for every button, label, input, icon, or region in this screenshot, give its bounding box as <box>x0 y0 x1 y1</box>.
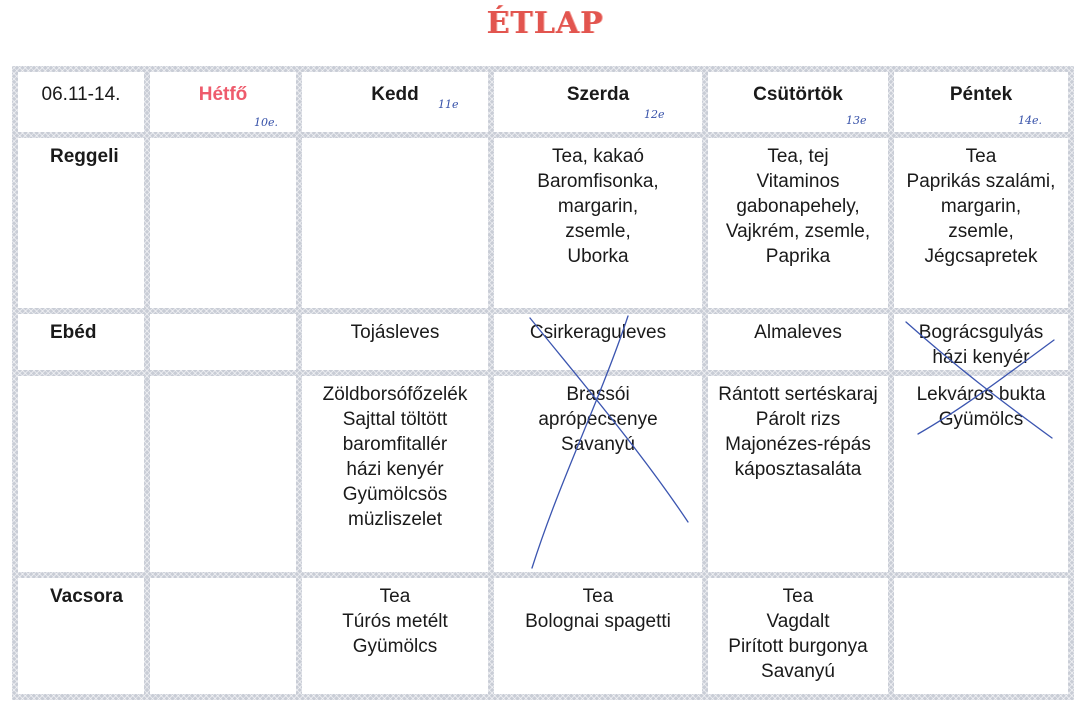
menu-cell <box>302 578 488 694</box>
menu-item: káposztasaláta <box>734 459 862 480</box>
menu-item: margarin, <box>557 196 639 217</box>
menu-item: Párolt rizs <box>755 409 841 430</box>
menu-item: zsemle, <box>948 221 1014 242</box>
handwritten-note: 12e <box>644 108 665 121</box>
menu-item: gabonapehely, <box>736 196 860 217</box>
menu-item: Tea, kakaó <box>552 146 644 167</box>
meal-label-text: Reggeli <box>50 146 119 167</box>
menu-item: Baromfisonka, <box>537 171 659 192</box>
menu-item: Csirkeraguleves <box>529 322 667 343</box>
meal-label-text: Ebéd <box>50 322 97 343</box>
menu-cell <box>494 314 702 370</box>
day-name: Péntek <box>949 84 1013 105</box>
meal-label-empty <box>18 376 144 572</box>
day-header-kedd <box>302 72 488 132</box>
menu-cell <box>302 138 488 308</box>
handwritten-note: 13e <box>846 114 867 127</box>
menu-item: Savanyú <box>761 661 835 682</box>
menu-cell <box>150 314 296 370</box>
menu-item: Vagdalt <box>766 611 830 632</box>
menu-item: Paprika <box>765 246 831 267</box>
week-range-text: 06.11-14. <box>41 84 121 105</box>
day-header-szerda <box>494 72 702 132</box>
menu-item: Vitaminos <box>756 171 840 192</box>
menu-item: Tea <box>582 586 614 607</box>
day-header-pentek <box>894 72 1068 132</box>
meal-label-ebed <box>18 314 144 370</box>
menu-item: baromfitallér <box>342 434 448 455</box>
menu-cell <box>894 578 1068 694</box>
menu-item: Gyümölcs <box>938 409 1024 430</box>
meal-label-reggeli <box>18 138 144 308</box>
menu-item: Rántott sertéskaraj <box>718 384 878 405</box>
menu-cell <box>894 314 1068 370</box>
menu-cell <box>494 138 702 308</box>
menu-item: müzliszelet <box>348 509 442 530</box>
menu-item: Gyümölcs <box>352 636 438 657</box>
week-range <box>18 72 144 132</box>
menu-item: Túrós metélt <box>342 611 448 632</box>
menu-cell <box>150 578 296 694</box>
page-title: ÉTLAP <box>486 6 604 41</box>
menu-item: házi kenyér <box>346 459 444 480</box>
menu-cell <box>302 376 488 572</box>
menu-cell <box>150 376 296 572</box>
handwritten-note: 14e. <box>1018 114 1043 127</box>
menu-item: Almaleves <box>754 322 842 343</box>
day-header-csutortok <box>708 72 888 132</box>
menu-item: Bográcsgulyás <box>918 322 1044 343</box>
day-name: Kedd <box>371 84 419 105</box>
menu-cell <box>894 138 1068 308</box>
menu-cell <box>494 578 702 694</box>
menu-cell <box>708 578 888 694</box>
menu-cell <box>302 314 488 370</box>
day-name: Szerda <box>566 84 630 105</box>
menu-item: Lekváros bukta <box>916 384 1046 405</box>
menu-item: Savanyú <box>561 434 635 455</box>
menu-item: aprópecsenye <box>538 409 658 430</box>
menu-item: Tojásleves <box>350 322 440 343</box>
menu-cell <box>150 138 296 308</box>
menu-cell <box>494 376 702 572</box>
menu-item: Tea <box>782 586 814 607</box>
menu-item: Sajttal töltött <box>342 409 448 430</box>
menu-cell <box>708 376 888 572</box>
menu-item: Gyümölcsös <box>342 484 448 505</box>
menu-cell <box>708 138 888 308</box>
day-name: Csütörtök <box>753 84 843 105</box>
day-header-hetfo <box>150 72 296 132</box>
menu-item: margarin, <box>940 196 1022 217</box>
handwritten-note: 10e. <box>254 116 279 129</box>
meal-label-vacsora <box>18 578 144 694</box>
menu-item: Jégcsapretek <box>924 246 1038 267</box>
menu-item: házi kenyér <box>932 347 1030 368</box>
handwritten-note: 11e <box>438 98 459 111</box>
menu-item: Zöldborsófőzelék <box>322 384 468 405</box>
menu-item: Tea <box>965 146 997 167</box>
menu-item: Tea <box>379 586 411 607</box>
menu-item: Vajkrém, zsemle, <box>725 221 871 242</box>
menu-item: Uborka <box>567 246 629 267</box>
menu-item: Paprikás szalámi, <box>906 171 1056 192</box>
menu-item: Tea, tej <box>767 146 829 167</box>
day-name: Hétfő <box>198 84 248 105</box>
menu-cell <box>894 376 1068 572</box>
menu-cell <box>708 314 888 370</box>
menu-item: Brassói <box>566 384 630 405</box>
menu-item: Bolognai spagetti <box>525 611 671 632</box>
menu-item: Majonézes-répás <box>725 434 871 455</box>
menu-item: zsemle, <box>565 221 631 242</box>
menu-item: Pirított burgonya <box>728 636 868 657</box>
meal-label-text: Vacsora <box>50 586 123 607</box>
